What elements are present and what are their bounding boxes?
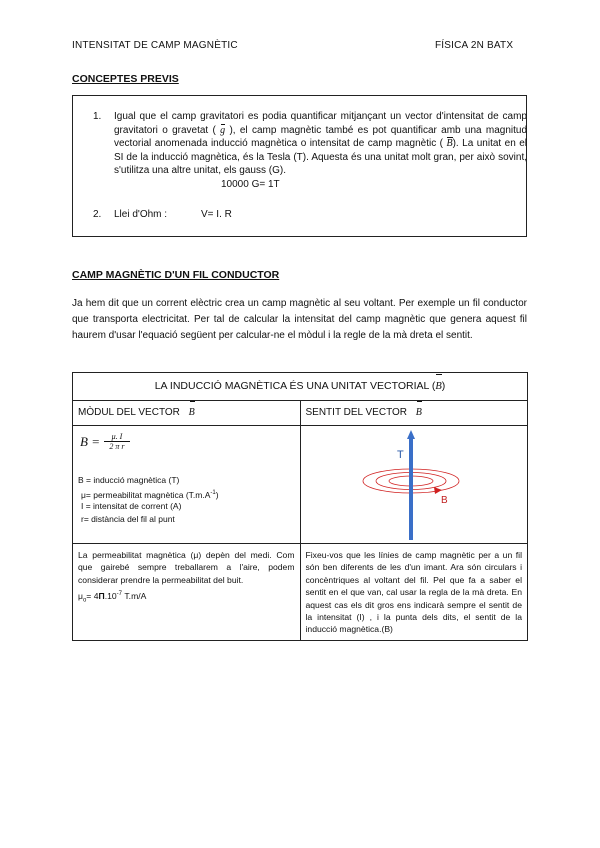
b-vector-symbol: B <box>189 401 195 425</box>
g-vector-symbol: g <box>220 124 226 136</box>
b-vector-symbol: B <box>446 138 453 150</box>
table-title-close: ) <box>441 380 446 392</box>
header-title: INTENSITAT DE CAMP MAGNÈTIC <box>72 40 238 51</box>
col-head-sentit <box>300 401 528 426</box>
formula-cell <box>73 426 301 544</box>
table-title-text: LA INDUCCIÓ MAGNÈTICA ÉS UNA UNITAT VECTORIAL ( <box>154 380 436 392</box>
mu0-symbol: μ <box>78 591 83 602</box>
field-label: B <box>440 495 448 506</box>
formula-denominator: 2 π r <box>109 442 125 451</box>
ohm-label: Llei d'Ohm : <box>114 209 168 220</box>
table-title <box>73 373 528 401</box>
col-head-modul-text: MÒDUL DEL VECTOR <box>78 407 180 418</box>
col-head-modul <box>73 401 301 426</box>
formula-lhs: B = <box>80 433 100 449</box>
permeability-text: La permeabilitat magnètica (μ) depèn del medi. Com que gairebé sempre treballarem a l'aire, podem considerar prendre la permeabilitat del buit. <box>78 550 295 585</box>
permeability-cell <box>73 544 301 641</box>
item1-text-part3: ). La unitat en el SI de la inducció magnètica, és la Tesla (T). Aquesta és una unitat molt gran, per això sovint, s'utilitza una altre unitat, els gauss (G). <box>114 138 527 177</box>
col-head-sentit-text: SENTIT DEL VECTOR <box>305 407 408 418</box>
conceptes-box <box>72 95 527 237</box>
field-arrow-icon <box>434 487 442 494</box>
b-vector-symbol: B <box>416 401 422 425</box>
diagram-cell <box>300 426 528 544</box>
current-arrow-icon <box>407 430 415 439</box>
definition-b: B = inducció magnètica (T) <box>78 475 180 485</box>
mu0-subscript: o <box>82 597 87 604</box>
section-title-camp-fil: CAMP MAGNÈTIC D'UN FIL CONDUCTOR <box>72 269 280 281</box>
wire-field-diagram <box>301 426 529 543</box>
mu0-exponent: -7 <box>116 591 122 598</box>
definition-r: r= distància del fil al punt <box>81 514 175 524</box>
sense-cell <box>300 544 528 641</box>
definition-i: I = intensitat de corrent (A) <box>81 501 182 511</box>
mu0-power-base: .10 <box>104 591 117 602</box>
pi-symbol: Π <box>98 591 105 602</box>
item-number: 2. <box>93 209 102 220</box>
current-label: T <box>396 449 404 461</box>
ohm-formula: V= I. R <box>201 209 232 220</box>
definition-mu-text: μ= permeabilitat magnètica (T.m.A <box>81 489 211 500</box>
vector-table <box>72 372 528 641</box>
gauss-equivalence: 10000 G= 1T <box>221 178 280 190</box>
definition-mu-exponent: -1 <box>210 490 216 496</box>
item-number: 1. <box>93 111 102 122</box>
mu0-unit: T.m/A <box>122 591 147 602</box>
formula-numerator: μ. I <box>111 432 123 441</box>
sense-text: Fixeu-vos que les línies de camp magnètic per a un fil són ben diferents de les d'un imant. Ara són circulars i concèntriques al voltant del fil. Pel que fa a saber el sentit en el que van, cal usar la regla de la mà dreta. En aquest cas els dit gros ens indicarà sempre el sentit de la intensitat (I) , i la punta dels dits, el sentit de la inducció magnètica.(B) <box>305 550 522 635</box>
item1-text-part2: ), el camp magnètic també es pot quantificar amb una magnitud vectorial anomenada inducció magnètica o intensitat de camp magnètic ( <box>114 124 528 150</box>
intro-paragraph: Ja hem dit que un corrent elèctric crea un camp magnètic al seu voltant. Per exemple un fil conductor que transporta electricitat. Per tal de calcular la intensitat del camp magnètic que genera aquest fil haurem d'usar l'equació següent per calcular-ne el mòdul i la regle de la mà dreta el sentit. <box>72 298 527 341</box>
conductor-wire <box>409 436 413 540</box>
item1-text-part1: Igual que el camp gravitatori es podia quantificar mitjançant un vector d'intensitat de camp gravitatori o gravetat ( <box>114 111 527 136</box>
header-subject: FÍSICA 2N BATX <box>435 40 514 51</box>
mu0-number: = 4 <box>86 591 99 602</box>
item-text <box>114 110 527 192</box>
definition-mu-close: ) <box>215 489 219 500</box>
field-formula <box>80 432 130 451</box>
formula-fraction <box>104 432 130 451</box>
section-title-conceptes: CONCEPTES PREVIS <box>72 73 179 85</box>
b-vector-symbol: B <box>435 374 441 400</box>
mu0-value <box>78 588 295 607</box>
